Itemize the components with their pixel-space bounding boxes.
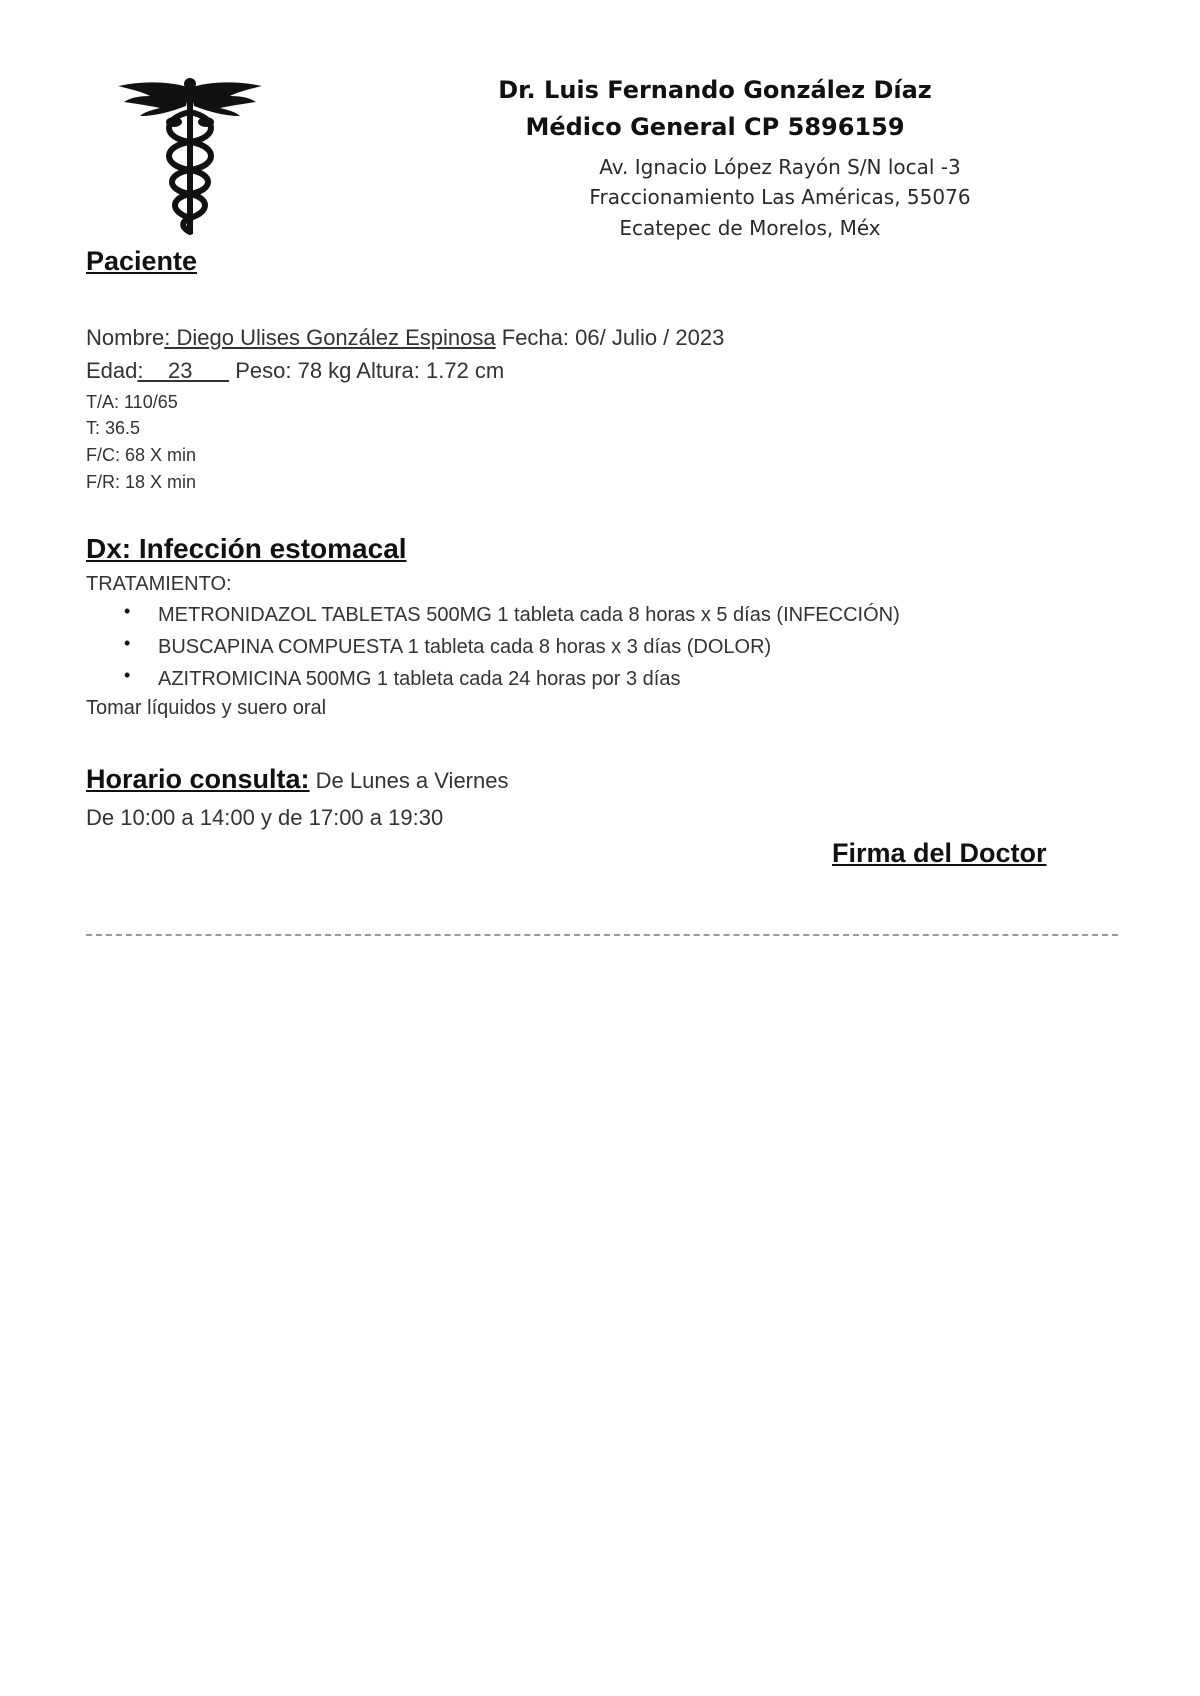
- vital-ta: T/A: 110/65: [86, 392, 178, 412]
- doctor-title: Médico General CP 5896159: [525, 113, 905, 141]
- name-label: Nombre: [86, 325, 165, 350]
- schedule-hours: De 10:00 a 14:00 y de 17:00 a 19:30: [86, 805, 444, 830]
- treatment-label: TRATAMIENTO:: [86, 573, 232, 595]
- weight-height-text: Peso: 78 kg Altura: 1.72 cm: [229, 358, 505, 383]
- schedule-days: De Lunes a Viernes: [309, 768, 509, 793]
- address-line-3: Ecatepec de Morelos, Méx: [619, 216, 881, 240]
- vital-heart-rate: F/C: 68 X min: [86, 445, 197, 465]
- medication-text: BUSCAPINA COMPUESTA 1 tableta cada 8 horas x 3 días (DOLOR): [158, 636, 772, 658]
- doctor-name: Dr. Luis Fernando González Díaz: [498, 76, 932, 104]
- medication-item: [124, 601, 900, 627]
- date-text: Fecha: 06/ Julio / 2023: [495, 325, 725, 350]
- signature-label: Firma del Doctor: [832, 838, 1047, 868]
- cut-divider: [86, 934, 1118, 936]
- patient-age: : 23: [137, 358, 230, 383]
- age-label: Edad: [86, 358, 138, 383]
- patient-section-title: Paciente: [86, 246, 198, 276]
- patient-name-line: [86, 325, 724, 351]
- schedule-line: [86, 764, 508, 795]
- vital-respiratory-rate: F/R: 18 X min: [86, 472, 197, 492]
- schedule-title: Horario consulta:: [86, 764, 310, 794]
- medication-text: AZITROMICINA 500MG 1 tableta cada 24 horas por 3 días: [158, 668, 681, 690]
- vital-temperature: T: 36.5: [86, 418, 141, 438]
- patient-name: : Diego Ulises González Espinosa: [164, 325, 496, 350]
- medication-item: [124, 665, 680, 691]
- medication-text: METRONIDAZOL TABLETAS 500MG 1 tableta cada 8 horas x 5 días (INFECCIÓN): [158, 604, 900, 626]
- medication-item: [124, 633, 771, 659]
- bullet-icon: •: [124, 665, 131, 685]
- diagnosis-title: Dx: Infección estomacal: [86, 533, 407, 564]
- bullet-icon: •: [124, 633, 131, 653]
- bullet-icon: •: [124, 601, 131, 621]
- caduceus-icon: [116, 76, 264, 236]
- address-line-2: Fraccionamiento Las Américas, 55076: [589, 185, 971, 209]
- address-line-1: Av. Ignacio López Rayón S/N local -3: [599, 155, 961, 179]
- patient-age-line: [86, 358, 504, 384]
- treatment-note: Tomar líquidos y suero oral: [86, 697, 327, 719]
